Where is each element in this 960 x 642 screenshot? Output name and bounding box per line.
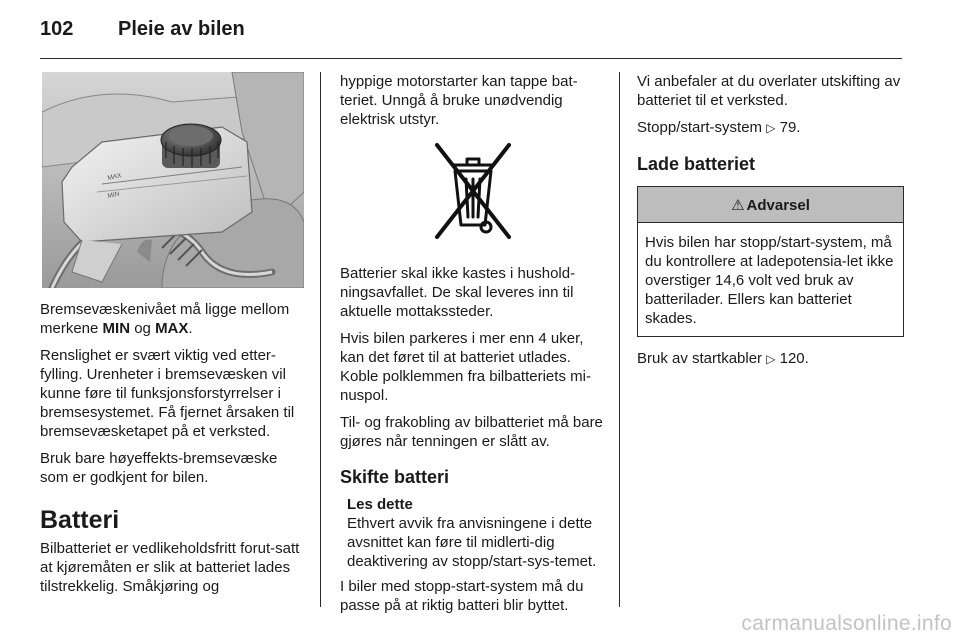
heading-batteri: Batteri <box>40 506 120 534</box>
header-rule <box>40 58 902 59</box>
paragraph-fluid-type: Bruk bare høyeffekts-bremsevæske som er godkjent for bilen. <box>40 450 278 486</box>
warning-box <box>637 186 904 337</box>
warning-triangle-icon: ⚠ <box>731 197 745 214</box>
max-mark: MAX <box>106 172 123 182</box>
paragraph-battery-drain: hyppige motorstarter kan tappe bat-teriet. Unngå å bruke unødvendig elektrisk utstyr. <box>340 73 578 128</box>
note-label: Les dette <box>347 496 413 513</box>
paragraph-cleanliness: Renslighet er svært viktig ved etter-fylling. Urenheter i bremsevæsken vil kunne føre til funksjonsforstyrrelser i bremsesystemet. Få fjernet årsaken til bremsevæsketapet på et verksted. <box>40 347 295 440</box>
paragraph-battery-maintenance: Bilbatteriet er vedlikeholdsfritt forut-satt at kjøremåten er slik at batteriet lades tilstrekkelig. Småkjøring og <box>40 540 300 595</box>
paragraph-workshop: Vi anbefaler at du overlater utskifting av batteriet til et verksted. <box>637 73 901 109</box>
warning-header: ⚠ Advarsel <box>638 187 903 223</box>
column-separator <box>320 72 321 607</box>
page-number: 102 <box>40 18 74 40</box>
page-title: Pleie av bilen <box>118 18 245 40</box>
min-mark: MIN <box>106 190 121 200</box>
cross-reference-stop-start[interactable]: Stopp/start-system ▷ 79. <box>637 119 801 136</box>
paragraph-parking: Hvis bilen parkeres i mer enn 4 uker, kan det føret til at batteriet utlades. Koble polklemmen fra bilbatteriets mi-nuspol. <box>340 330 591 404</box>
column-2 <box>340 72 605 623</box>
column-3 <box>637 72 904 377</box>
note-text: Ethvert avvik fra anvisningene i dette avsnittet kan føre til midlerti-dig deaktivering av stopp/start-sys-temet. <box>347 515 597 570</box>
min-label: MIN <box>102 320 131 337</box>
paragraph-disconnect: Til- og frakobling av bilbatteriet må bare gjøres når tenningen er slått av. <box>340 414 603 450</box>
watermark: carmanualsonline.info <box>741 612 952 635</box>
heading-skifte-batteri: Skifte batteri <box>340 467 450 487</box>
column-separator <box>619 72 620 607</box>
note-box <box>340 495 605 571</box>
column-1 <box>40 72 306 604</box>
paragraph-stop-start-battery: I biler med stopp-start-system må du passe på at riktig batteri blir byttet. <box>340 578 584 614</box>
brake-fluid-reservoir-illustration <box>42 72 304 288</box>
heading-lade-batteriet: Lade batteriet <box>637 154 756 174</box>
max-label: MAX <box>155 320 189 337</box>
cross-reference-jump-start[interactable]: Bruk av startkabler ▷ 120. <box>637 350 809 367</box>
reference-arrow-icon: ▷ <box>766 121 776 135</box>
reference-arrow-icon: ▷ <box>766 352 776 366</box>
warning-text: Hvis bilen har stopp/start-system, må du kontrollere at ladepotensia-let ikke overstiger 14,6 volt ved bruk av batterilader. Ellers kan batteriet skades. <box>645 234 894 327</box>
paragraph-brake-level: Bremsevæskenivået må ligge mellom merkene MIN og MAX. <box>40 301 290 337</box>
paragraph-disposal: Batterier skal ikke kastes i hushold-ningsavfallet. De skal leveres inn til aktuelle mottakssteder. <box>340 265 576 320</box>
crossed-out-bin-icon <box>431 139 515 243</box>
